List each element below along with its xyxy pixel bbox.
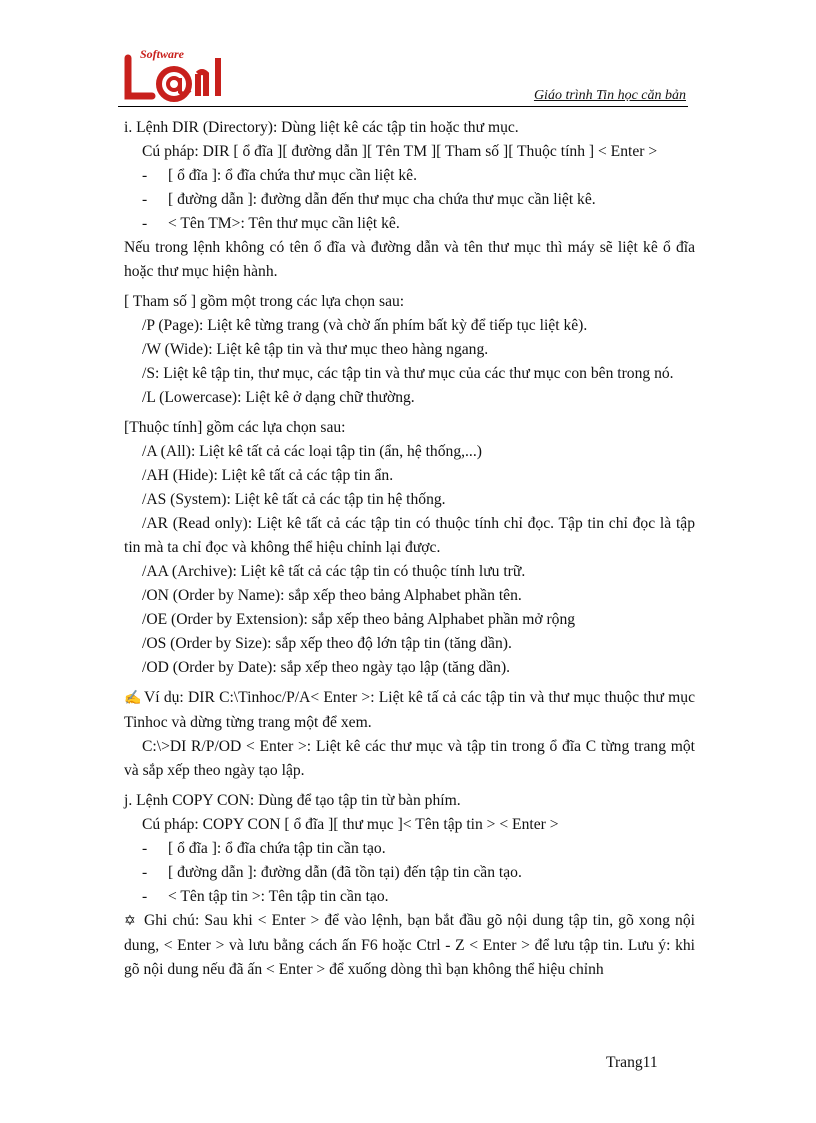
list-item: /P (Page): Liệt kê từng trang (và chờ ấn phím bất kỳ để tiếp tục liệt kê). <box>142 317 588 334</box>
list-item: - < Tên tập tin >: Tên tập tin cần tạo. <box>142 888 389 905</box>
software-logo <box>118 44 238 110</box>
list-item: - < Tên TM>: Tên thư mục cần liệt kê. <box>142 215 400 232</box>
pencil-icon: ✍ <box>124 691 142 706</box>
list-item: /W (Wide): Liệt kê tập tin và thư mục theo hàng ngang. <box>142 341 489 358</box>
star-icon: ✡ <box>124 914 136 929</box>
list-item: /AH (Hide): Liệt kê tất cả các tập tin ẩn. <box>142 467 394 484</box>
list-item: /A (All): Liệt kê tất cả các loại tập tin (ẩn, hệ thống,...) <box>142 443 482 460</box>
list-item: /S: Liệt kê tập tin, thư mục, các tập tin và thư mục của các thư mục con bên trong nó. <box>142 365 674 382</box>
list-item: /ON (Order by Name): sắp xếp theo bảng Alphabet phần tên. <box>142 587 522 604</box>
page-number: Trang11 <box>606 1054 658 1071</box>
section-j-title: j. Lệnh COPY CON: Dùng để tạo tập tin từ bàn phím. <box>124 792 461 809</box>
list-item: - [ đường dẫn ]: đường dẫn đến thư mục cha chứa thư mục cần liệt kê. <box>142 191 596 208</box>
list-item: /AS (System): Liệt kê tất cả các tập tin hệ thống. <box>142 491 446 508</box>
list-item: /AA (Archive): Liệt kê tất cả các tập tin có thuộc tính lưu trữ. <box>142 563 526 580</box>
list-item: /OS (Order by Size): sắp xếp theo độ lớn tập tin (tăng dần). <box>142 635 512 652</box>
list-item: - [ đường dẫn ]: đường dẫn (đã tồn tại) đến tập tin cần tạo. <box>142 864 522 881</box>
section-i-title: i. Lệnh DIR (Directory): Dùng liệt kê các tập tin hoặc thư mục. <box>124 119 519 136</box>
list-item: - [ ổ đĩa ]: ổ đĩa chứa thư mục cần liệt kê. <box>142 167 417 184</box>
example-2: C:\>DI R/P/OD < Enter >: Liệt kê các thư mục và tập tin trong ổ đĩa C từng trang một và sắp xếp theo ngày tạo lập. <box>124 738 695 779</box>
list-item: /OD (Order by Date): sắp xếp theo ngày tạo lập (tăng dần). <box>142 659 511 676</box>
section-i-syntax: Cú pháp: DIR [ ổ đĩa ][ đường dẫn ][ Tên TM ][ Tham số ][ Thuộc tính ] < Enter > <box>142 143 658 160</box>
example-1: ✍ Ví dụ: DIR C:\Tinhoc/P/A< Enter >: Liệt kê tấ cả các tập tin và thư mục thuộc thư mục Tinhoc và dừng từng trang một để xem. <box>124 689 695 731</box>
section-i-note: Nếu trong lệnh không có tên ổ đĩa và đường dẫn và tên thư mục thì máy sẽ liệt kê ổ đĩa hoặc thư mục hiện hành. <box>124 239 695 280</box>
logo-text: Software <box>140 47 185 61</box>
list-item: /L (Lowercase): Liệt kê ở dạng chữ thường. <box>142 389 415 406</box>
list-item: - [ ổ đĩa ]: ổ đĩa chứa tập tin cần tạo. <box>142 840 386 857</box>
section-j-note: ✡ Ghi chú: Sau khi < Enter > để vào lệnh, bạn bắt đầu gõ nội dung tập tin, gõ xong nội dung, < Enter > và lưu bằng cách ấn F6 hoặc Ctrl - Z < Enter > để lưu tập tin. Lưu ý: khi gõ nội dung nếu đã ấn < Enter > để xuống dòng thì bạn không thể hiệu chỉnh <box>124 912 695 978</box>
attrs-heading: [Thuộc tính] gồm các lựa chọn sau: <box>124 419 346 436</box>
document-body <box>124 116 695 982</box>
header-divider <box>118 106 688 107</box>
section-j-syntax: Cú pháp: COPY CON [ ổ đĩa ][ thư mục ]< Tên tập tin > < Enter > <box>142 816 559 833</box>
list-item: /AR (Read only): Liệt kê tất cả các tập tin có thuộc tính chỉ đọc. Tập tin chỉ đọc là tập tin mà ta chỉ đọc và không thể hiệu chỉnh lại được. <box>124 515 695 556</box>
header-title: Giáo trình Tin học căn bản <box>533 88 686 103</box>
list-item: /OE (Order by Extension): sắp xếp theo bảng Alphabet phần mở rộng <box>142 611 576 628</box>
params-heading: [ Tham số ] gồm một trong các lựa chọn sau: <box>124 293 405 310</box>
